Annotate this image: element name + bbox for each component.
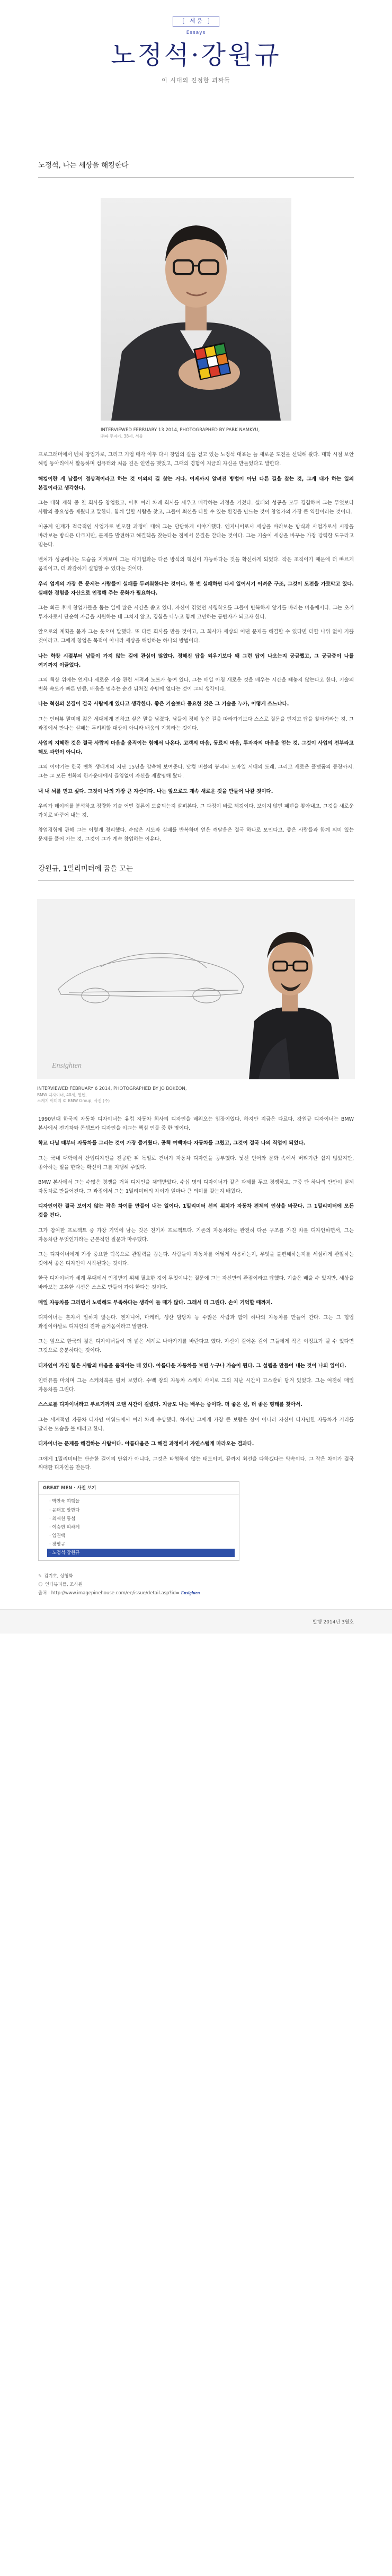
designer-photo-image [37,899,355,1079]
caption-text: INTERVIEWED FEBRUARY 13 2014, PHOTOGRAPHED BY PARK NAMKYU, [101,427,260,433]
series-line [38,1581,354,1589]
paragraph: 1990년대 한국의 자동차 디자이너는 유럽 자동차 회사의 디자인을 배워오는 입장이었다. 하지만 지금은 다르다. 강원규 디자이너는 BMW 본사에서 전기차와 콘셉트카 디자인을 이끄는 핵심 인물 중 한 명이다. [38,1116,354,1131]
paragraph: BMW 본사에서 그는 수많은 경쟁을 거쳐 디자인을 채택받았다. 수십 명의 디자이너가 같은 과제를 두고 경쟁하고, 그중 단 하나의 안만이 실제 자동차로 만들어진다. 그 과정에서 그는 1밀리미터의 차이가 얼마나 큰 의미를 갖는지 배웠다. [38,1180,354,1194]
section-2 [0,862,392,1597]
paragraph: 우리 업계의 가장 큰 문제는 사람들이 실패를 두려워한다는 것이다. 한 번 실패하면 다시 일어서기 어려운 구조, 그것이 도전을 가로막고 있다. 실패한 경험을 자산으로 인정해 주는 문화가 필요하다. [38,581,354,596]
caption-credit: 스케치 이미지 © BMW Group, 사진 (주) [37,1098,110,1103]
paragraph: 프로그래머에서 벤처 창업가로, 그리고 기업 매각 이후 다시 창업의 길을 걷고 있는 노정석 대표는 늘 새로운 도전을 선택해 왔다. 대학 시절 보안 해킹 동아리에서 활동하며 컴퓨터와 처음 깊은 인연을 맺었고, 그때의 경험이 지금의 자신을 만들었다고 말한다. [38,452,354,467]
footer-text: 발행 2014년 3월호 [313,1620,354,1626]
pencil-icon: ✎ [38,1574,42,1579]
source-brand: Ensighten [181,1590,200,1596]
gallery-list [39,1495,239,1560]
author-line [38,1573,354,1580]
source-line [38,1589,354,1597]
gallery-title: GREAT MEN · 사진 보기 [39,1482,239,1495]
paragraph: 디자인이 가진 힘은 사람의 마음을 움직이는 데 있다. 아름다운 자동차를 보면 누구나 가슴이 뛴다. 그 설렘을 만들어 내는 것이 나의 일이다. [38,1363,346,1369]
caption-text: INTERVIEWED FEBRUARY 6 2014, PHOTOGRAPHED BY JO BOKEON, [37,1086,187,1092]
gallery-item[interactable]: · 임권택 [49,1533,66,1539]
photo-watermark: Ensighten [52,1062,82,1070]
paragraph: 학교 다닐 때부터 자동차를 그리는 것이 가장 즐거웠다. 공책 여백마다 자동차를 그렸고, 그것이 결국 나의 직업이 되었다. [38,1140,306,1147]
portrait-photo [101,198,291,424]
paragraph: 디자인이란 결국 보이지 않는 작은 차이를 만들어 내는 일이다. 1밀리미터 선의 위치가 자동차 전체의 인상을 바꾼다. 그 1밀리미터에 모든 것을 건다. [38,1203,354,1219]
paragraph: 그는 인터뷰 말미에 젊은 세대에게 전하고 싶은 말을 남겼다. 남들이 정해 놓은 길을 따라가기보다 스스로 질문을 던지고 답을 찾아가라는 것. 그 과정에서 만나는 실패는 두려워할 대상이 아니라 배움의 기회라는 것이다. [38,716,354,731]
paragraph: 내 내 뇌를 믿고 싶다. 그것이 나의 가장 큰 자산이다. 나는 앞으로도 계속 새로운 것을 만들어 나갈 것이다. [38,788,273,794]
related-gallery-box [38,1481,239,1561]
author-label: 김기호, 성형화 [44,1574,73,1579]
paragraph: 그는 대학 재학 중 첫 회사를 창업했고, 이후 여러 차례 회사를 세우고 매각하는 과정을 거쳤다. 실패와 성공을 모두 경험하며 그는 무엇보다 사람의 중요성을 배웠다고 말한다. 함께 일할 사람을 찾고, 그들이 최선을 다할 수 있는 환경을 만드는 것이 창업가의 가장 큰 역할이라는 것이다. [38,500,354,515]
paragraph: 벤처가 성공해나는 모습을 지켜보며 그는 대기업과는 다른 방식의 혁신이 가능하다는 것을 확신하게 되었다. 작은 조직이기 때문에 더 빠르게 움직이고, 더 과감하게 실험할 수 있다는 것이다. [38,557,354,572]
source-link[interactable]: 출처 : http://www.imagepinehouse.com/ee/issue/detail.asp?id= [38,1591,180,1596]
gallery-item[interactable]: · 박찬욱 여행을 [49,1499,80,1505]
paragraph: 매일 자동차를 그리면서 노력해도 부족하다는 생각이 들 때가 많다. 그래서 더 그린다. 손이 기억할 때까지. [38,1299,273,1306]
paragraph: 한국 디자이너가 세계 무대에서 인정받기 위해 필요한 것이 무엇이냐는 질문에 그는 자신만의 관점이라고 답했다. 기술은 배울 수 있지만, 세상을 바라보는 고유한 시선은 스스로 만들어 가야 한다는 것이다. [38,1276,354,1291]
paragraph: 그는 최근 후배 창업가들을 돕는 일에 많은 시간을 쏟고 있다. 자신이 겪었던 시행착오를 그들이 반복하지 않기를 바라는 마음에서다. 그는 초기 투자자로서 단순히 자금을 지원하는 데 그치지 않고, 경험을 나누고 함께 고민하는 동반자가 되고자 한다. [38,605,354,620]
paragraph: 해킹이란 게 남들이 정상적이라고 하는 것 이외의 길 찾는 거다. 이제까지 알려진 방법이 아닌 다른 길을 찾는 것, 그게 내가 하는 일의 본질이라고 생각한다. [38,476,354,491]
photo-caption [37,1086,355,1104]
caption-credit: ㈜파 투자가, 38세, 서울 [101,433,143,439]
paragraph: 인터뷰를 마치며 그는 스케치북을 펼쳐 보였다. 수백 장의 자동차 스케치 사이로 그의 지난 시간이 고스란히 담겨 있었다. 그는 여전히 매일 자동차를 그린다. [38,1378,354,1393]
section-subtitle: Essays [186,30,206,36]
paragraph: 디자이너는 혼자서 일하지 않는다. 엔지니어, 마케터, 생산 담당자 등 수많은 사람과 함께 하나의 자동차를 만들어 간다. 그는 그 협업 과정이야말로 디자인의 진짜 즐거움이라고 말한다. [38,1315,354,1330]
paragraph: 우리가 데이터를 분석하고 정량화 기술 어떤 결론이 도출되는지 살펴본다. 그 과정이 바로 해킹이다. 보이지 않던 패턴을 찾아내고, 그것을 새로운 가치로 바꾸어 내는 것. [38,804,354,818]
paragraph: 디자이너는 문제를 해결하는 사람이다. 아름다움은 그 해결 과정에서 자연스럽게 따라오는 결과다. [38,1441,254,1447]
paragraph: 그가 참여한 프로젝트 중 가장 기억에 남는 것은 전기차 프로젝트다. 기존의 자동차와는 완전히 다른 구조를 가진 차를 디자인하면서, 그는 자동차란 무엇인가라는 근본적인 질문과 마주했다. [38,1227,354,1243]
paragraph: 그는 세계적인 자동차 디자인 어워드에서 여러 차례 수상했다. 하지만 그에게 가장 큰 보람은 상이 아니라 자신이 디자인한 자동차가 거리를 달리는 모습을 볼 때라고 한다. [38,1417,354,1432]
section-1 [0,159,392,844]
paragraph: 스스로를 디자이너라고 부르기까지 오랜 시간이 걸렸다. 지금도 나는 배우는 중이다. 더 좋은 선, 더 좋은 형태를 찾아서. [38,1402,302,1408]
paragraph: 그에게 1밀리미터는 단순한 길이의 단위가 아니다. 그것은 타협하지 않는 태도이며, 끝까지 최선을 다하겠다는 약속이다. 그 작은 차이가 결국 위대한 디자인을 만든다. [38,1456,354,1471]
paragraph: 그는 국내 대학에서 산업디자인을 전공한 뒤 독일로 건너가 자동차 디자인을 공부했다. 낯선 언어와 문화 속에서 버티기란 쉽지 않았지만, 좋아하는 일을 한다는 확신이 그를 지탱해 주었다. [38,1155,354,1171]
section-heading: 노정석, 나는 세상을 해킹한다 [38,159,354,178]
page-title: 노정석·강원규 [111,40,281,71]
caption-credit: BMW 디자이너, 40세, 뮌헨, [37,1093,87,1098]
paragraph: 창업경험에 관해 그는 이렇게 정리했다. 수많은 시도와 실패를 반복하며 얻은 깨달음은 결국 하나로 모인다고. 좋은 사람들과 함께 의미 있는 문제를 풀어 가는 것, 그것이 그가 계속 창업하는 이유다. [38,827,354,843]
paragraph: 사업의 지혜란 것은 결국 사람의 마음을 움직이는 힘에서 나온다. 고객의 마음, 동료의 마음, 투자자의 마음을 얻는 것. 그것이 사업의 전부라고 해도 과언이 아니다. [38,740,354,755]
page-subtitle: 이 시대의 진정한 괴짜들 [162,77,230,84]
gallery-item[interactable]: · 윤태호 말한다 [49,1507,80,1513]
paragraph: 그는 앞으로 한국의 젊은 디자이너들이 더 넓은 세계로 나아가기를 바란다고 했다. 자신이 걸어온 길이 그들에게 작은 이정표가 될 수 있다면 그것으로 충분하다는 것이다. [38,1339,354,1354]
paragraph: 나는 학창 시절부터 남들이 가지 않는 길에 관심이 많았다. 정해진 답을 외우기보다 왜 그런 답이 나오는지 궁금했고, 그 궁금증이 나를 여기까지 이끌었다. [38,653,354,668]
section-tag: [ 세움 ] [173,16,219,27]
article-meta [38,1573,354,1597]
series-label: 인터뷰피플, 조사원 [44,1582,83,1587]
paragraph: 앞으로의 계획을 묻자 그는 웃으며 말했다. 또 다른 회사를 만들 것이고, 그 회사가 세상의 어떤 문제를 해결할 수 있다면 더할 나위 없이 기쁠 것이라고. 그에게 창업은 목적이 아니라 세상을 해킹하는 하나의 방법이다. [38,629,354,644]
person-icon: ☺ [38,1582,43,1587]
paragraph: 그의 이야기는 한국 벤처 생태계의 지난 15년을 압축해 보여준다. 닷컴 버블의 붕괴와 모바일 시대의 도래, 그리고 새로운 플랫폼의 등장까지. 그는 그 모든 변화의 한가운데에서 끊임없이 자신을 재발명해 왔다. [38,764,354,780]
gallery-item[interactable]: · 최재천 통섭 [49,1516,76,1522]
gallery-item[interactable]: · 장병규 [49,1542,66,1548]
designer-photo [37,899,355,1083]
paragraph: 그의 책상 위에는 언제나 새로운 기술 관련 서적과 노트가 놓여 있다. 그는 매일 아침 새로운 것을 배우는 시간을 빼놓지 않는다고 한다. 기술의 변화 속도가 빠른 만큼, 배움을 멈추는 순간 뒤처질 수밖에 없다는 것이 그의 생각이다. [38,677,354,692]
gallery-item[interactable]: · 노정석·강원규 [47,1549,235,1557]
section-heading: 강원규, 1밀리미터에 꿈을 모는 [38,862,354,881]
page-footer [0,1609,392,1634]
gallery-item[interactable]: · 이승헌 피하게 [49,1524,80,1530]
masthead [0,0,392,159]
paragraph: 그는 디자이너에게 가장 중요한 덕목으로 관찰력을 꼽는다. 사람들이 자동차를 어떻게 사용하는지, 무엇을 불편해하는지를 세심하게 관찰하는 것에서 좋은 디자인이 시작된다는 것이다. [38,1252,354,1267]
photo-caption [101,427,291,439]
portrait-photo-image [101,198,291,421]
article-body-1 [38,451,354,844]
paragraph: 나는 혁신의 본질이 결국 사람에게 있다고 생각한다. 좋은 기술보다 중요한 것은 그 기술을 누가, 어떻게 쓰느냐다. [38,701,289,708]
paragraph: 이공계 인재가 적극적인 사업가로 변모한 과정에 대해 그는 담담하게 이야기했다. 엔지니어로서 세상을 바라보는 방식과 사업가로서 시장을 바라보는 방식은 다르지만, 문제를 발견하고 해결책을 찾는다는 점에서 본질은 같다는 것이다. 그는 기술이 세상을 바꾸는 가장 강력한 도구라고 믿는다. [38,524,354,548]
article-body-2 [38,1115,354,1473]
